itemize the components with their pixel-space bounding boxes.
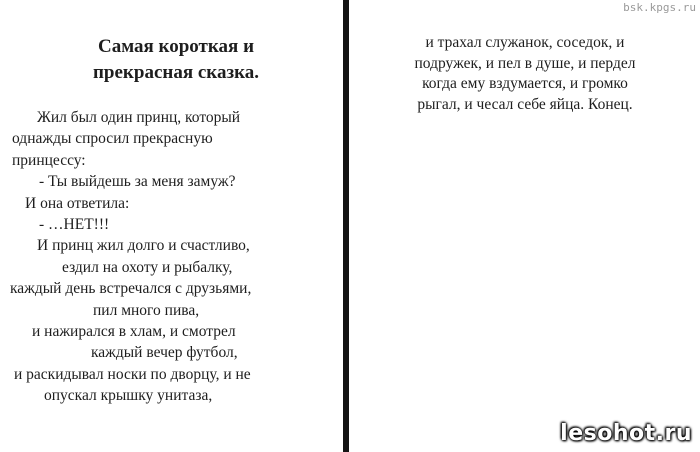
- left-page: [0, 0, 344, 452]
- story-line: принцессу:: [12, 151, 86, 169]
- page-divider: [343, 0, 349, 452]
- story-line: каждый вечер футбол,: [91, 344, 238, 362]
- source-watermark: bsk.kpgs.ru: [623, 1, 696, 14]
- story-line: - …НЕТ!!!: [39, 216, 110, 234]
- story-line: - Ты выйдешь за меня замуж?: [39, 173, 236, 191]
- title-line-1: Самая короткая и: [97, 36, 255, 57]
- story-line: пил много пива,: [93, 301, 200, 319]
- right-page: [350, 0, 700, 452]
- story-line: и нажирался в хлам, и смотрел: [32, 323, 236, 341]
- left-story-text: [0, 107, 344, 407]
- right-story-text: [350, 33, 700, 115]
- story-line: И принц жил долго и счастливо,: [37, 237, 250, 255]
- story-line: однажды спросил прекрасную: [12, 130, 213, 148]
- title-line-2: прекрасная сказка.: [92, 62, 259, 83]
- story-line: рыгал, и чесал себе яйца. Конец.: [417, 95, 633, 113]
- story-line: И она ответила:: [25, 194, 130, 212]
- story-line: и трахал служанок, соседок, и: [425, 34, 625, 51]
- site-watermark: lesohot.ru: [560, 421, 692, 446]
- story-line: Жил был один принц, который: [37, 109, 241, 126]
- story-line: опускал крышку унитаза,: [44, 387, 213, 405]
- story-line: и раскидывал носки по дворцу, и не: [14, 365, 251, 383]
- story-line: когда ему вздумается, и громко: [422, 75, 628, 93]
- story-title: [20, 34, 332, 86]
- story-line: каждый день встречался с друзьями,: [10, 280, 252, 298]
- story-line: ездил на охоту и рыбалку,: [62, 258, 233, 276]
- story-line: подружек, и пел в душе, и пердел: [414, 54, 636, 72]
